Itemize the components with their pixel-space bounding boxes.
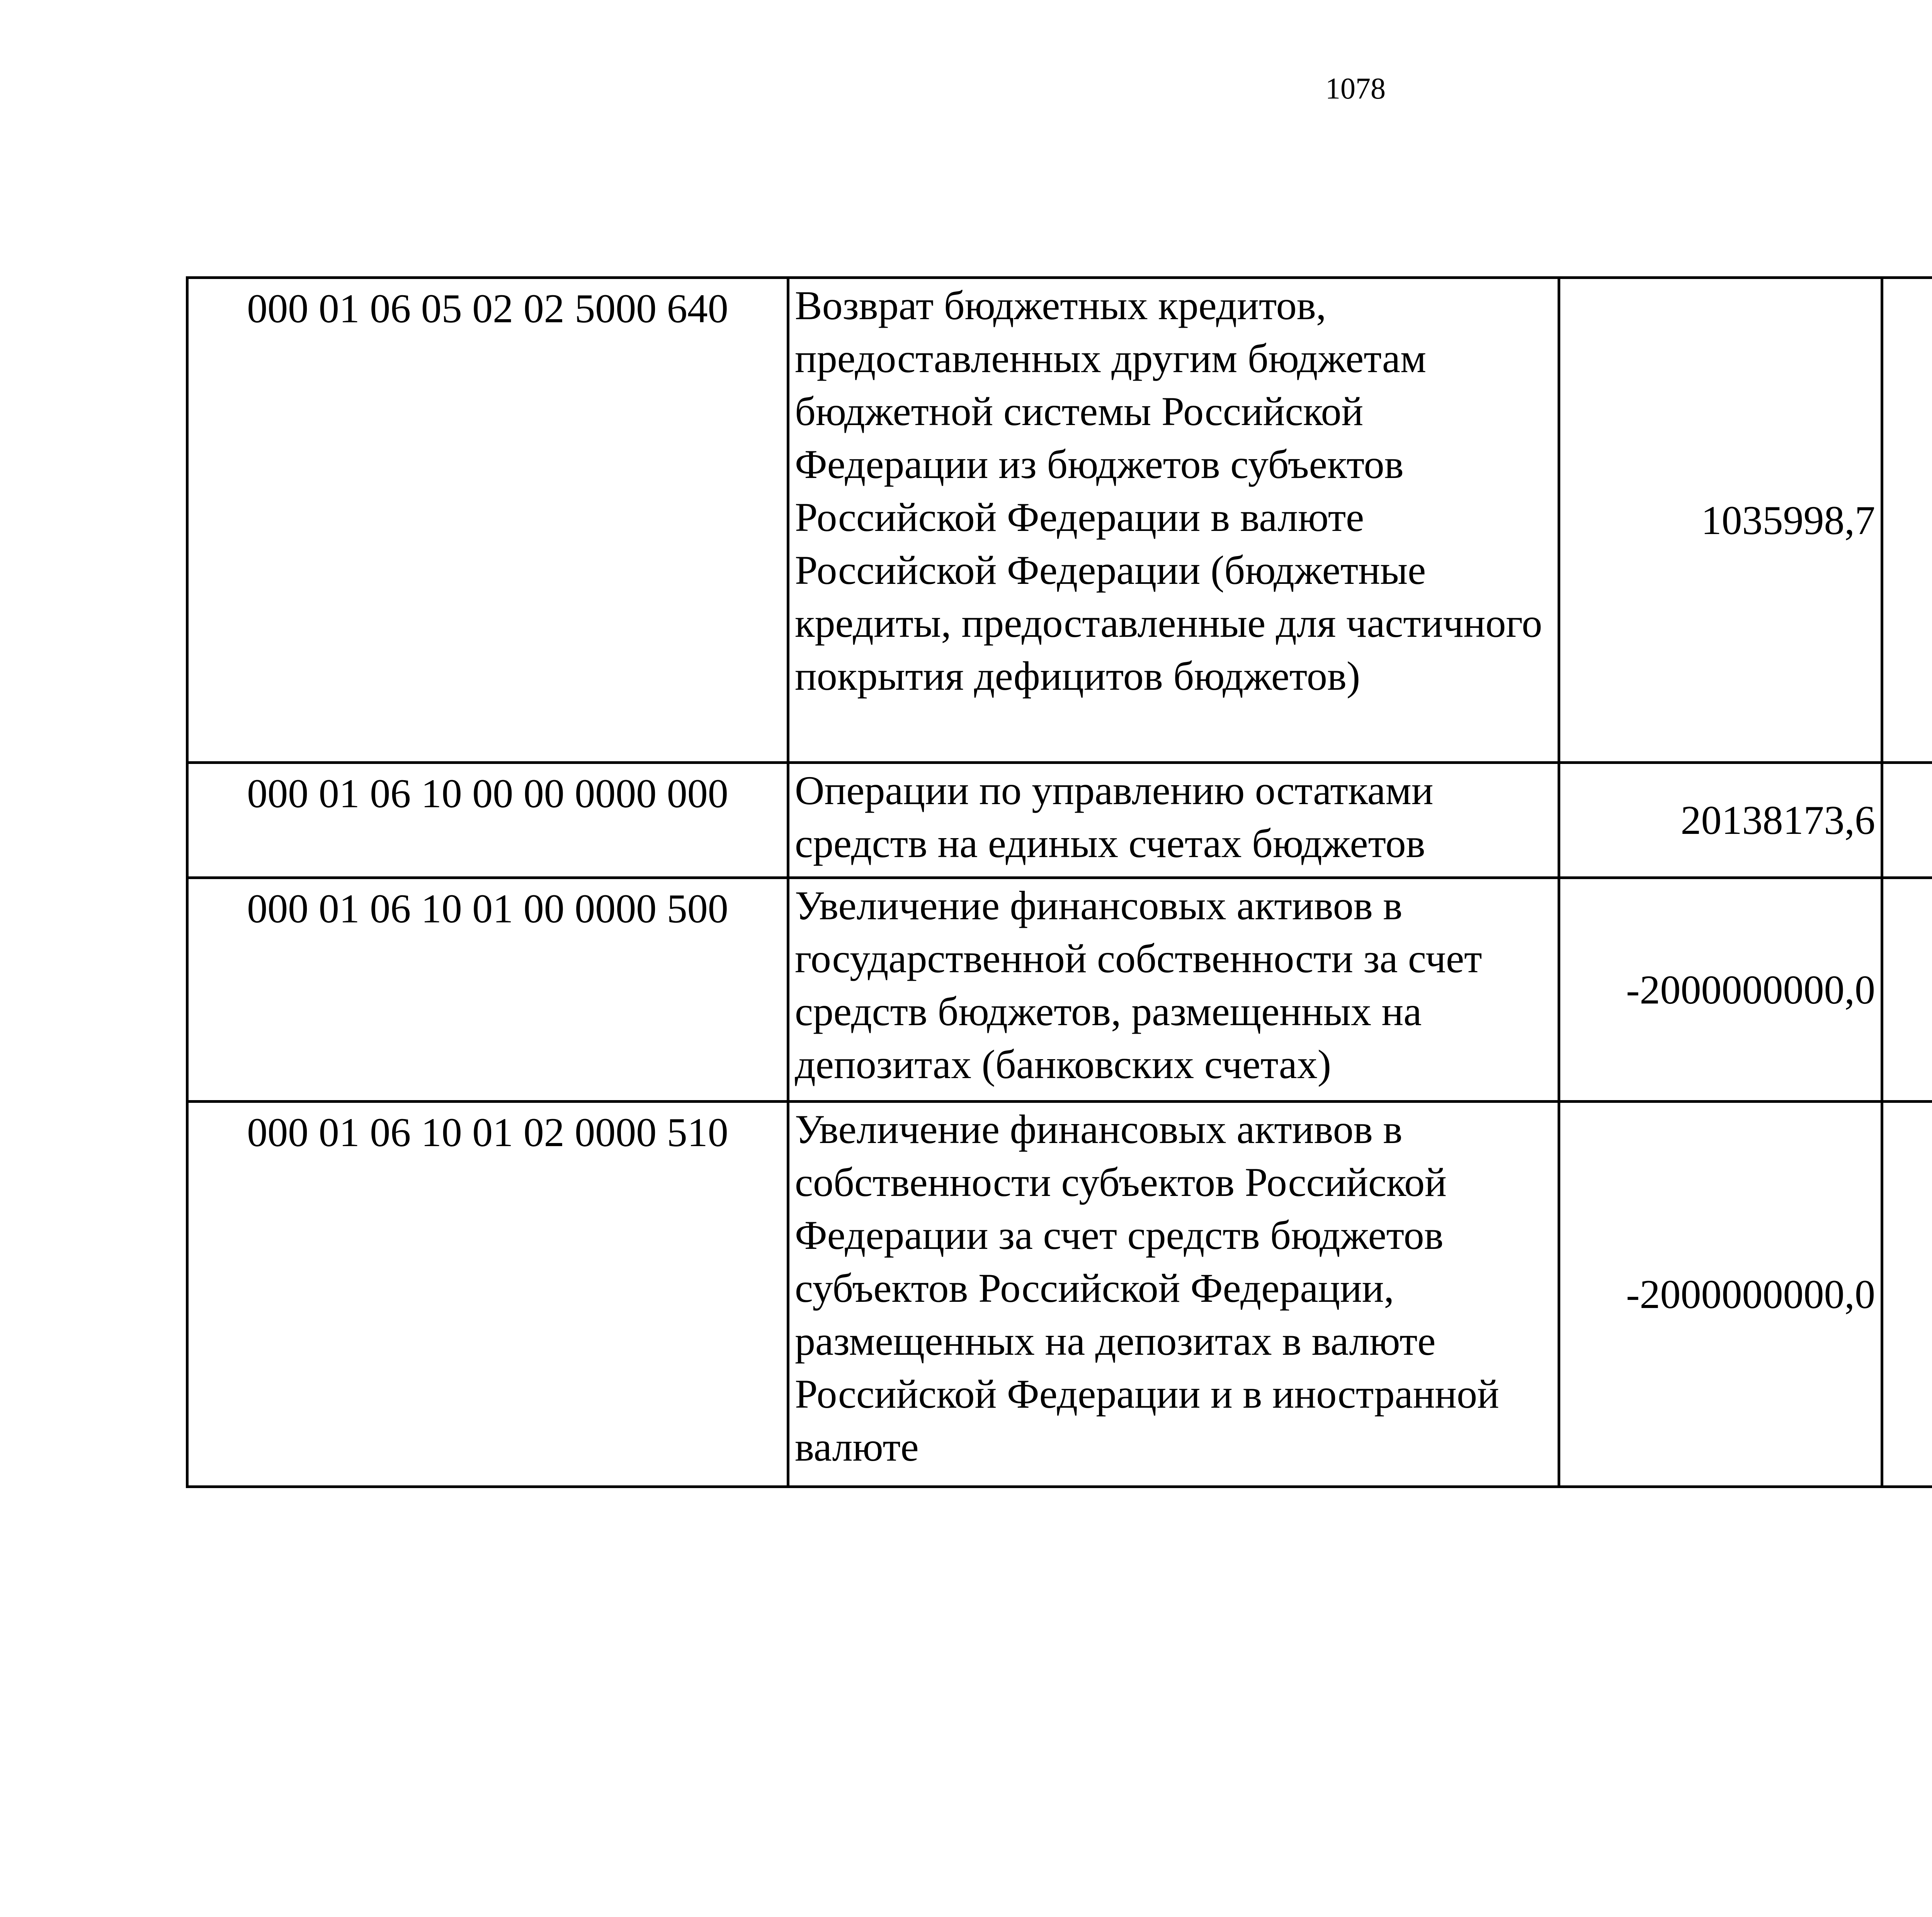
table-row xyxy=(187,278,1932,763)
table-row xyxy=(187,763,1932,878)
row-name-cell xyxy=(788,278,1559,763)
row-value-2 xyxy=(1882,278,1932,763)
row-name: Увеличение финансовых активов в государственной собственности за счет средств бюджетов, размещенных на депозитах (банковских счетах) xyxy=(795,883,1482,1087)
row-value-1: 20138173,6 xyxy=(1559,763,1882,878)
row-code: 000 01 06 10 01 00 0000 500 xyxy=(247,886,728,931)
row-code-cell xyxy=(187,878,788,1102)
row-name: Операции по управлению остатками средств на единых счетах бюджетов xyxy=(795,768,1434,866)
table-row xyxy=(187,1102,1932,1487)
row-name-cell xyxy=(788,878,1559,1102)
row-code: 000 01 06 10 00 00 0000 000 xyxy=(247,771,728,816)
row-value-1: -2000000000,0 xyxy=(1559,878,1882,1102)
table-row xyxy=(187,878,1932,1102)
row-name-cell xyxy=(788,763,1559,878)
row-name: Увеличение финансовых активов в собственности субъектов Российской Федерации за счет средств бюджетов субъектов Российской Федерации, размещенных на депозитах в валюте Российской Федерации и в иностранной валюте xyxy=(795,1107,1499,1470)
row-code: 000 01 06 05 02 02 5000 640 xyxy=(247,286,728,331)
row-code: 000 01 06 10 01 02 0000 510 xyxy=(247,1110,728,1155)
row-value-2 xyxy=(1882,763,1932,878)
row-value-1: -2000000000,0 xyxy=(1559,1102,1882,1487)
page-number: 1078 xyxy=(1325,71,1386,105)
row-name: Возврат бюджетных кредитов, предоставленных другим бюджетам бюджетной системы Российской Федерации из бюджетов субъектов Российской Федерации в валюте Российской Федерации (бюджетные кредиты, предоставленные для частичного покрытия дефицитов бюджетов) xyxy=(795,283,1543,699)
row-value-2 xyxy=(1882,878,1932,1102)
row-value-2 xyxy=(1882,1102,1932,1487)
row-value-1: 1035998,7 xyxy=(1559,278,1882,763)
row-code-cell xyxy=(187,763,788,878)
budget-table xyxy=(186,276,1932,1488)
row-name-cell xyxy=(788,1102,1559,1487)
row-code-cell xyxy=(187,1102,788,1487)
row-code-cell xyxy=(187,278,788,763)
